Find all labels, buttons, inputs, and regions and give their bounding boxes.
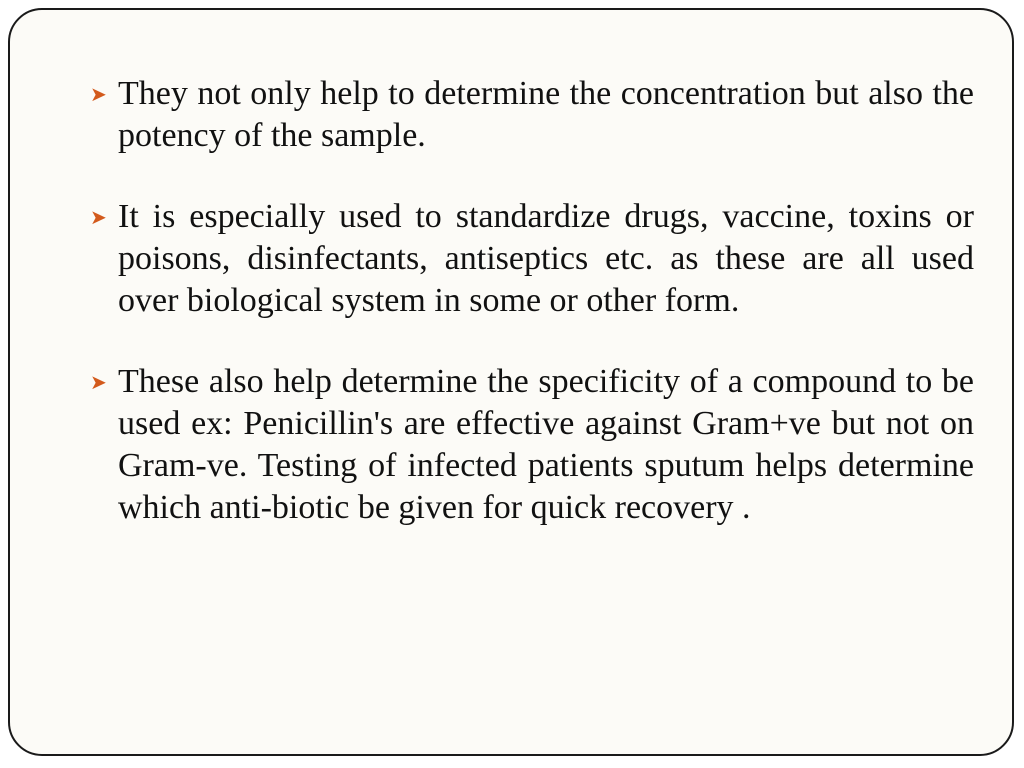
bullet-text: They not only help to determine the concentration but also the potency of the sample. — [118, 75, 974, 154]
bullet-item — [84, 361, 974, 529]
bullet-item — [84, 196, 974, 322]
bullet-list — [84, 73, 974, 568]
slide-frame — [8, 8, 1014, 756]
arrowhead-bullet-icon: ➤ — [90, 205, 107, 229]
bullet-text: These also help determine the specificity of a compound to be used ex: Penicillin's are effective against Gram+ve but not on Gram-ve. Testing of infected patients sputum helps determine which anti-biotic be given for quick recovery . — [118, 363, 974, 526]
bullet-text: It is especially used to standardize drugs, vaccine, toxins or poisons, disinfectants, antiseptics etc. as these are all used over biological system in some or other form. — [118, 198, 974, 319]
bullet-item — [84, 73, 974, 157]
arrowhead-bullet-icon: ➤ — [90, 370, 107, 394]
arrowhead-bullet-icon: ➤ — [90, 82, 107, 106]
